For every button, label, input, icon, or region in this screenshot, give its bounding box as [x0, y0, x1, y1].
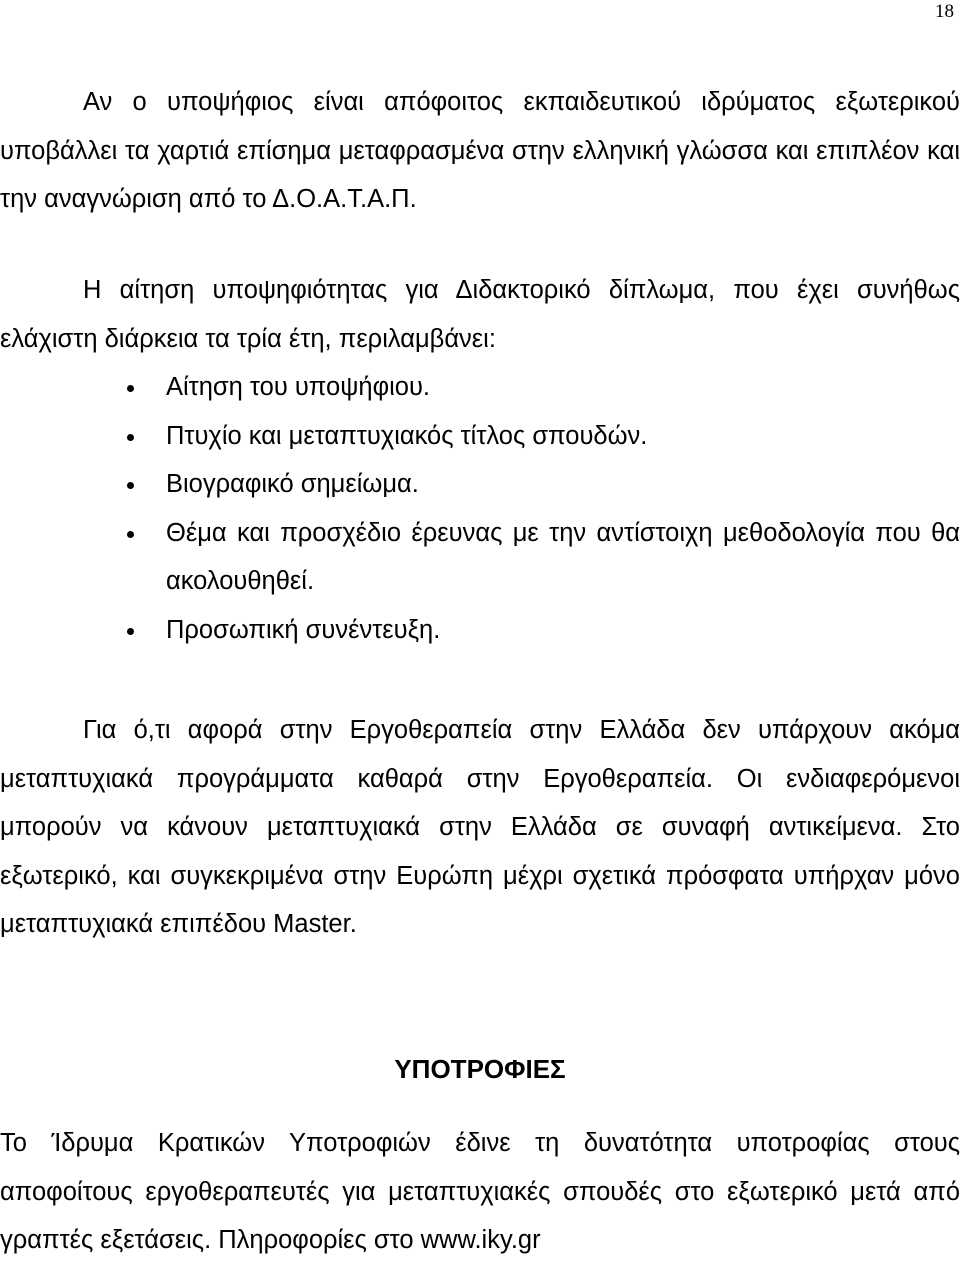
list-item: [0, 509, 960, 606]
list-item: [0, 412, 960, 461]
bullet-icon: [127, 482, 134, 489]
section-heading-scholarships: ΥΠΟΤΡΟΦΙΕΣ: [394, 1054, 566, 1084]
bullet-icon: [127, 385, 134, 392]
list-item-text: Βιογραφικό σημείωμα.: [166, 470, 419, 499]
list-item-text: Αίτηση του υποψήφιου.: [166, 373, 430, 401]
bullet-icon: [127, 434, 134, 441]
list-item: [0, 606, 960, 655]
application-requirements-list: [0, 363, 960, 655]
list-item: [0, 363, 960, 412]
paragraph-scholarships: Το Ίδρυμα Κρατικών Υποτροφιών έδινε τη δυνατότητα υποτροφίας στους αποφοίτους εργοθεραπευτές για μεταπτυχιακές σπουδές στο εξωτερικό μετά από γραπτές εξετάσεις. Πληροφορίες στο www.iky.gr: [0, 1129, 960, 1255]
paragraph-postgraduate-programs: Για ό,τι αφορά στην Εργοθεραπεία στην Ελλάδα δεν υπάρχουν ακόμα μεταπτυχιακά προγράμματα καθαρά στην Εργοθεραπεία. Οι ενδιαφερόμενοι μπορούν να κάνουν μεταπτυχιακά στην Ελλάδα σε συναφή αντικείμενα. Στο εξωτερικό, και συγκεκριμένα στην Ευρώπη μέχρι σχετικά πρόσφατα υπήρχαν μόνο μεταπτυχιακά επιπέδου Master.: [0, 716, 960, 939]
page-number: 18: [935, 1, 954, 22]
list-item-text: Προσωπική συνέντευξη.: [166, 615, 441, 644]
bullet-icon: [127, 531, 134, 538]
paragraph-foreign-graduates: Αν ο υποψήφιος είναι απόφοιτος εκπαιδευτικού ιδρύματος εξωτερικού υποβάλλει τα χαρτιά επίσημα μεταφρασμένα στην ελληνική γλώσσα και επιπλέον και την αναγνώριση από το Δ.Ο.Α.Τ.Α.Π.: [0, 88, 960, 214]
list-item-text: Θέμα και προσχέδιο έρευνας με την αντίστοιχη μεθοδολογία που θα ακολουθηθεί.: [166, 518, 960, 596]
bullet-icon: [127, 628, 134, 635]
list-item-text: Πτυχίο και μεταπτυχιακός τίτλος σπουδών.: [166, 421, 648, 450]
list-item: [0, 460, 960, 509]
paragraph-doctoral-application: Η αίτηση υποψηφιότητας για Διδακτορικό δίπλωμα, που έχει συνήθως ελάχιστη διάρκεια τα τρία έτη, περιλαμβάνει:: [0, 276, 960, 353]
